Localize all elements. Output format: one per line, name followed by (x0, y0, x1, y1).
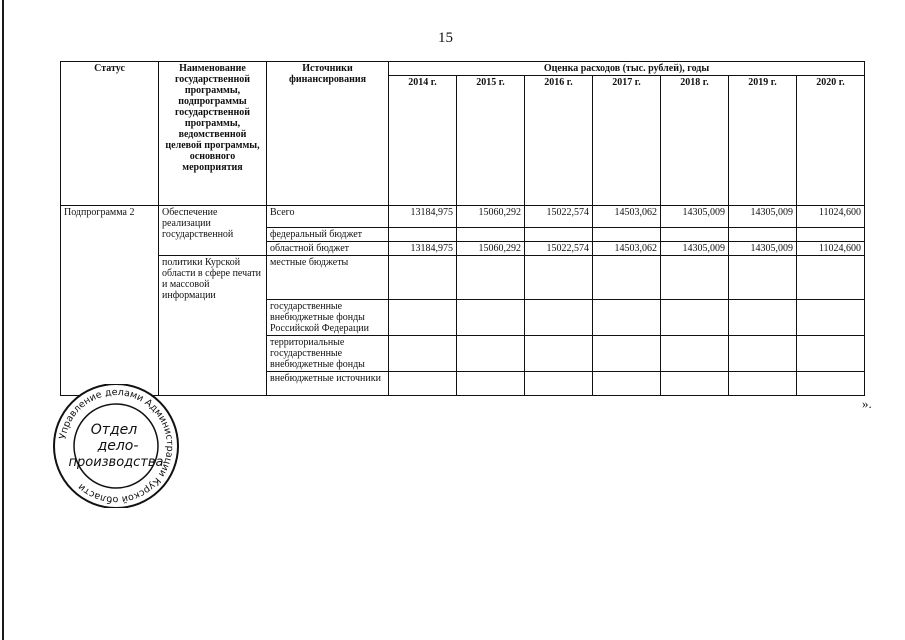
value-cell (457, 300, 525, 336)
value-cell: 14503,062 (593, 242, 661, 256)
funding-source-cell: Всего (267, 206, 389, 228)
value-cell (729, 300, 797, 336)
value-cell (457, 256, 525, 300)
header-year: 2016 г. (525, 76, 593, 206)
value-cell (593, 300, 661, 336)
value-cell (525, 256, 593, 300)
value-cell (797, 228, 865, 242)
value-cell: 13184,975 (389, 206, 457, 228)
value-cell (661, 336, 729, 372)
value-cell (797, 372, 865, 396)
value-cell (525, 372, 593, 396)
program-name-cell-continued: политики Курской области в сфере печати и массовой информации (159, 256, 267, 396)
value-cell (457, 336, 525, 372)
value-cell (729, 256, 797, 300)
value-cell: 14305,009 (661, 206, 729, 228)
value-cell (661, 256, 729, 300)
office-stamp (48, 384, 184, 508)
funding-source-cell: федеральный бюджет (267, 228, 389, 242)
funding-source-cell: государственные внебюджетные фонды Российской Федерации (267, 300, 389, 336)
stamp-center-line: производства (68, 455, 164, 470)
page-number: 15 (438, 30, 453, 46)
header-year: 2018 г. (661, 76, 729, 206)
header-status: Статус (61, 62, 159, 206)
value-cell: 15060,292 (457, 242, 525, 256)
status-cell-continued (61, 256, 159, 396)
value-cell (389, 300, 457, 336)
header-program-name: Наименование государственной программы, подпрограммы государственной программы, ведомственной целевой программы, основного мероприятия (159, 62, 267, 206)
value-cell (797, 256, 865, 300)
value-cell: 11024,600 (797, 242, 865, 256)
value-cell (389, 228, 457, 242)
stamp-center-line: Отдел (90, 422, 138, 438)
value-cell (457, 372, 525, 396)
value-cell (525, 228, 593, 242)
header-year: 2019 г. (729, 76, 797, 206)
status-cell: Подпрограмма 2 (61, 206, 159, 256)
value-cell (797, 336, 865, 372)
header-year: 2017 г. (593, 76, 661, 206)
funding-source-cell: областной бюджет (267, 242, 389, 256)
value-cell (593, 256, 661, 300)
value-cell: 14305,009 (661, 242, 729, 256)
stamp-center-line: дело- (97, 438, 139, 454)
value-cell: 14503,062 (593, 206, 661, 228)
value-cell (389, 372, 457, 396)
program-name-cell: Обеспечение реализации государственной (159, 206, 267, 256)
value-cell (661, 228, 729, 242)
page-left-edge (2, 0, 4, 640)
stamp-ring-text: Управление делами Администрации Курской области (57, 386, 176, 506)
value-cell: 13184,975 (389, 242, 457, 256)
value-cell (661, 372, 729, 396)
value-cell (525, 336, 593, 372)
value-cell: 15022,574 (525, 206, 593, 228)
funding-source-cell: территориальные государственные внебюджетные фонды (267, 336, 389, 372)
value-cell (797, 300, 865, 336)
value-cell (729, 336, 797, 372)
value-cell: 11024,600 (797, 206, 865, 228)
value-cell: 15022,574 (525, 242, 593, 256)
funding-source-cell: внебюджетные источники (267, 372, 389, 396)
value-cell (593, 336, 661, 372)
value-cell (389, 336, 457, 372)
header-year: 2015 г. (457, 76, 525, 206)
value-cell (661, 300, 729, 336)
funding-source-cell: местные бюджеты (267, 256, 389, 300)
value-cell (729, 372, 797, 396)
value-cell (729, 228, 797, 242)
closing-quote-mark: ». (862, 396, 872, 411)
value-cell (593, 228, 661, 242)
header-year: 2014 г. (389, 76, 457, 206)
header-funding-source: Источники финансирования (267, 62, 389, 206)
value-cell (457, 228, 525, 242)
budget-table (60, 61, 865, 396)
value-cell (389, 256, 457, 300)
value-cell (593, 372, 661, 396)
header-year: 2020 г. (797, 76, 865, 206)
header-estimate: Оценка расходов (тыс. рублей), годы (389, 62, 865, 76)
value-cell: 14305,009 (729, 242, 797, 256)
value-cell (525, 300, 593, 336)
value-cell: 14305,009 (729, 206, 797, 228)
value-cell: 15060,292 (457, 206, 525, 228)
